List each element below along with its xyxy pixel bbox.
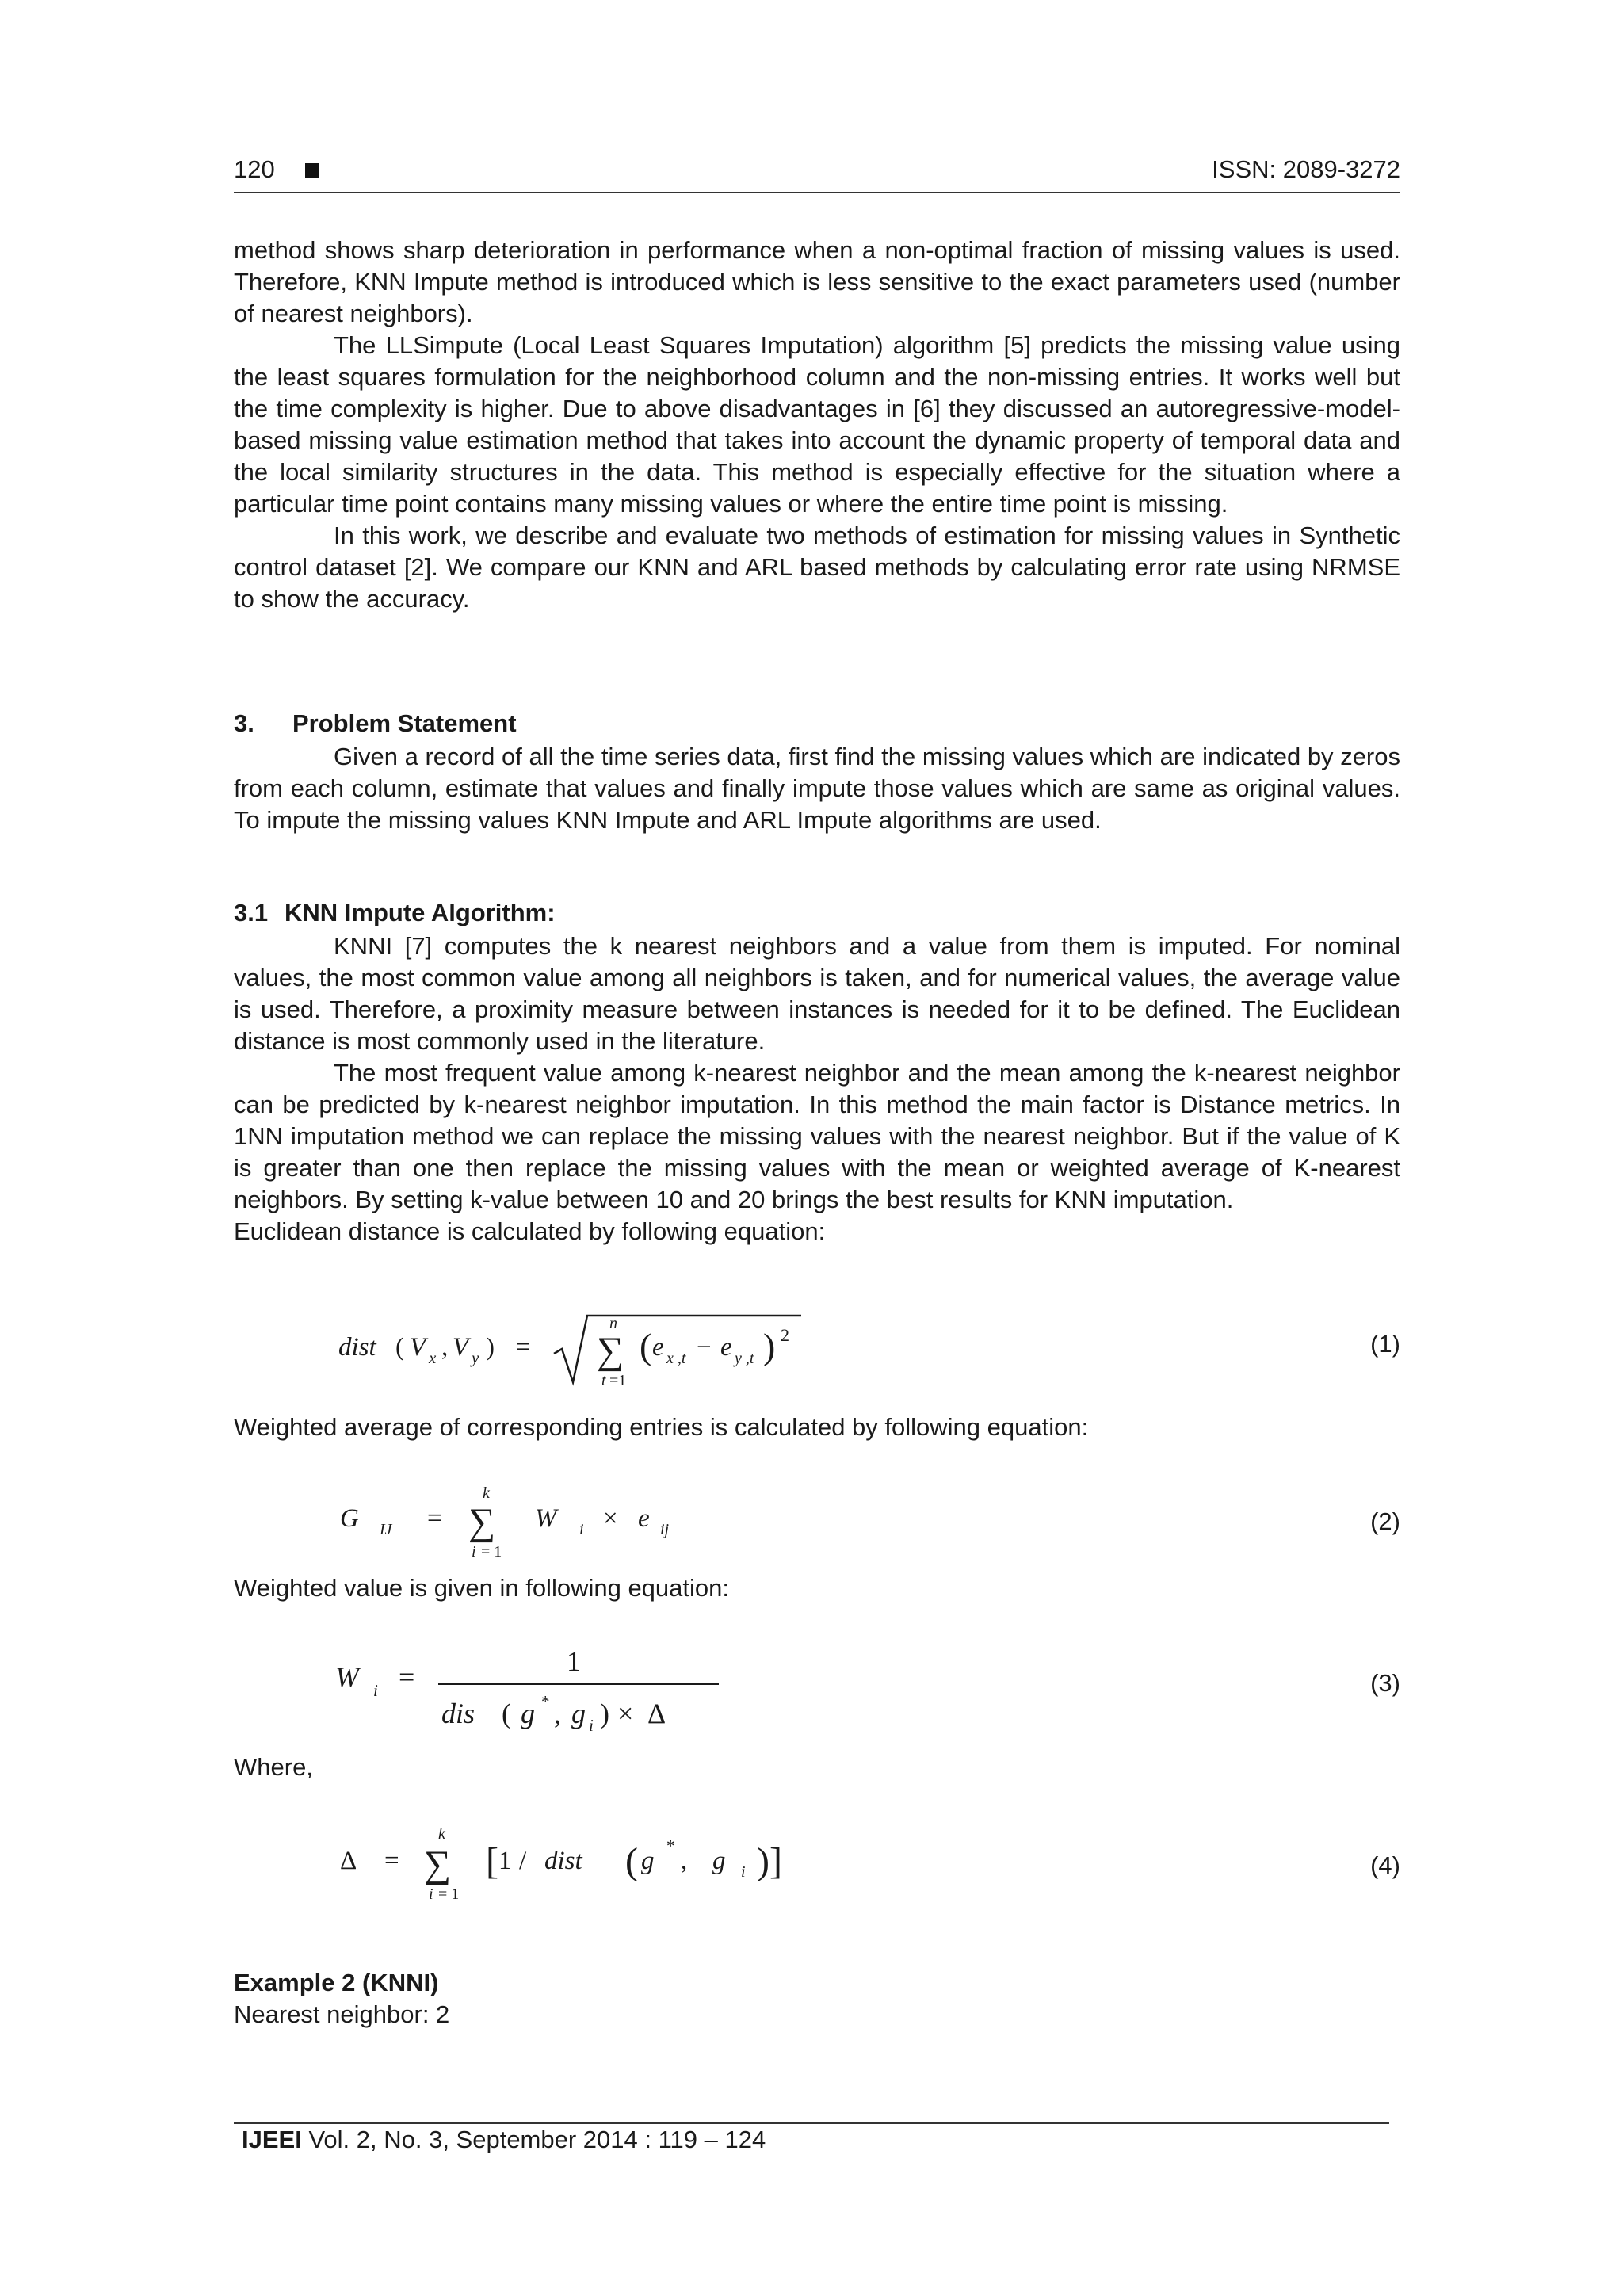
svg-text:e: e: [652, 1333, 664, 1362]
subsection-title: KNN Impute Algorithm:: [285, 899, 556, 926]
running-header: [234, 155, 1400, 193]
svg-text:n: n: [609, 1315, 617, 1332]
page-number: 120: [234, 155, 275, 183]
example-title: Example 2 (KNNI): [234, 1969, 439, 1996]
svg-text:t: t: [601, 1372, 606, 1389]
svg-text:×: ×: [617, 1698, 634, 1729]
svg-text:,: ,: [681, 1847, 688, 1875]
equation-4: [234, 1815, 1400, 1906]
svg-text:=: =: [516, 1333, 531, 1362]
equation-4-number: (4): [1370, 1851, 1400, 1879]
intro-paragraph-1: method shows sharp deterioration in performance when a non-optimal fraction of missing values is used. Therefore, KNN Impute method is introduced which is less sensitive to the exact parameters used (number of nearest neighbors).: [234, 236, 1400, 327]
section-3-text: [234, 741, 1400, 836]
equation-2-formula: [234, 1474, 1026, 1561]
section-3-heading: [234, 709, 517, 738]
knn-paragraph-2: The most frequent value among k-nearest neighbor and the mean among the k-nearest neighbor can be predicted by k-nearest neighbor imputation. In this method the main factor is Distance metrics. In 1NN imputation method we can replace the missing values with the nearest neighbor. But if the value of K is greater than one then replace the missing values with the mean or weighted average of K-nearest neighbors. By setting k-value between 10 and 20 brings the best results for KNN imputation.: [234, 1059, 1400, 1213]
svg-text:(: (: [502, 1698, 511, 1729]
subsection-number: 3.1: [234, 899, 269, 926]
svg-text:V: V: [410, 1333, 426, 1362]
svg-text:)]: )]: [757, 1840, 782, 1882]
svg-text:,: ,: [554, 1698, 561, 1729]
svg-text:=1: =1: [609, 1372, 627, 1389]
svg-text:= 1: = 1: [481, 1543, 502, 1561]
footer-citation: [242, 2126, 766, 2154]
svg-text:g: g: [571, 1698, 586, 1729]
svg-text:g: g: [521, 1698, 535, 1729]
svg-text:×: ×: [603, 1504, 618, 1533]
svg-text:g: g: [641, 1847, 655, 1875]
svg-text:Δ: Δ: [647, 1698, 666, 1729]
svg-text:): ): [486, 1333, 495, 1362]
svg-text:e: e: [720, 1333, 732, 1362]
svg-text:=: =: [384, 1847, 399, 1875]
knn-paragraph-1: KNNI [7] computes the k nearest neighbors and a value from them is imputed. For nominal values, the most common value among all neighbors is taken, and for numerical values, the average value is used. Therefore, a proximity measure between instances is needed for it to be defined. The Euclidean distance is most commonly used in the literature.: [234, 932, 1400, 1055]
example-line: Nearest neighbor: 2: [234, 2000, 450, 2028]
weighted-value-intro: Weighted value is given in following equation:: [234, 1574, 729, 1602]
equation-3-number: (3): [1370, 1669, 1400, 1697]
svg-text:W: W: [535, 1504, 557, 1533]
svg-text:i: i: [579, 1521, 584, 1538]
svg-text:dist: dist: [338, 1333, 376, 1362]
svg-text:x: x: [429, 1348, 437, 1367]
svg-text:dis: dis: [441, 1698, 475, 1729]
section-3-1-heading: [234, 899, 556, 927]
svg-text:e: e: [638, 1504, 650, 1533]
svg-text:y ,t: y ,t: [735, 1350, 754, 1367]
equation-3: [234, 1641, 1400, 1736]
svg-text:dist: dist: [544, 1847, 582, 1875]
section-3-paragraph: Given a record of all the time series data, first find the missing values which are indicated by zeros from each column, estimate that values and finally impute those values which are same as original values. To impute the missing values KNN Impute and ARL Impute algorithms are used.: [234, 743, 1400, 834]
svg-text:/: /: [519, 1847, 527, 1875]
svg-text:,: ,: [441, 1333, 449, 1362]
svg-text:(: (: [640, 1326, 652, 1366]
svg-text:x ,t: x ,t: [666, 1350, 686, 1367]
footer-rule: [234, 2122, 1389, 2124]
svg-text:y: y: [472, 1348, 479, 1367]
svg-text:): ): [763, 1326, 776, 1366]
intro-paragraph-3: In this work, we describe and evaluate two methods of estimation for missing values in Synthetic control dataset [2]. We compare our KNN and ARL based methods by calculating error rate using NRMSE to show the accuracy.: [234, 521, 1400, 613]
svg-text:= 1: = 1: [438, 1885, 460, 1903]
svg-text:V: V: [453, 1333, 469, 1362]
equation-4-formula: [234, 1815, 1026, 1906]
svg-text:): ): [600, 1698, 609, 1729]
equation-1: [234, 1300, 1400, 1395]
equation-2: [234, 1474, 1400, 1561]
svg-text:∑: ∑: [597, 1330, 624, 1372]
svg-text:(: (: [395, 1333, 404, 1362]
svg-text:i: i: [373, 1681, 378, 1700]
svg-text:−: −: [697, 1333, 712, 1362]
svg-text:k: k: [483, 1484, 490, 1502]
svg-text:*: *: [666, 1836, 675, 1855]
svg-text:1: 1: [498, 1847, 512, 1875]
svg-text:i: i: [472, 1543, 476, 1561]
issn-label: ISSN: 2089-3272: [1212, 155, 1400, 183]
equation-3-formula: [234, 1641, 1026, 1736]
equation-2-number: (2): [1370, 1507, 1400, 1535]
euclid-intro: Euclidean distance is calculated by following equation:: [234, 1217, 826, 1245]
square-bullet-icon: [305, 163, 319, 178]
journal-name: IJEEI: [242, 2126, 302, 2153]
svg-text:G: G: [340, 1504, 359, 1533]
weighted-average-intro: Weighted average of corresponding entries is calculated by following equation:: [234, 1413, 1089, 1441]
svg-text:i: i: [429, 1885, 433, 1903]
svg-text:*: *: [541, 1692, 550, 1711]
svg-text:IJ: IJ: [380, 1521, 392, 1538]
svg-text:=: =: [399, 1661, 415, 1693]
section-number: 3.: [234, 709, 254, 737]
intro-paragraph-2: The LLSimpute (Local Least Squares Imputation) algorithm [5] predicts the missing value using the least squares formulation for the neighborhood column and the non-missing entries. It works well but the time complexity is higher. Due to above disadvantages in [6] they discussed an autoregressive-model-based missing value estimation method that takes into account the dynamic property of temporal data and the local similarity structures in the data. This method is especially effective for the situation where a particular time point contains many missing values or where the entire time point is missing.: [234, 331, 1400, 518]
where-label: Where,: [234, 1753, 313, 1781]
svg-text:∑: ∑: [468, 1501, 496, 1543]
journal-citation: Vol. 2, No. 3, September 2014 : 119 – 124: [301, 2126, 766, 2153]
svg-text:[: [: [486, 1840, 498, 1882]
equation-1-number: (1): [1370, 1330, 1400, 1358]
svg-text:W: W: [335, 1661, 359, 1693]
intro-text: [234, 235, 1400, 615]
svg-text:∑: ∑: [424, 1843, 452, 1885]
svg-text:i: i: [589, 1716, 594, 1735]
equation-1-formula: [234, 1300, 1026, 1395]
svg-text:g: g: [712, 1847, 726, 1875]
svg-text:Δ: Δ: [340, 1847, 357, 1875]
svg-text:2: 2: [781, 1325, 789, 1345]
svg-text:i: i: [741, 1863, 746, 1881]
svg-text:(: (: [625, 1840, 638, 1882]
svg-text:ij: ij: [660, 1521, 670, 1538]
svg-text:1: 1: [567, 1645, 581, 1677]
svg-text:=: =: [427, 1504, 442, 1533]
section-title: Problem Statement: [292, 709, 517, 737]
section-3-1-text: [234, 930, 1400, 1247]
svg-text:k: k: [438, 1825, 445, 1843]
